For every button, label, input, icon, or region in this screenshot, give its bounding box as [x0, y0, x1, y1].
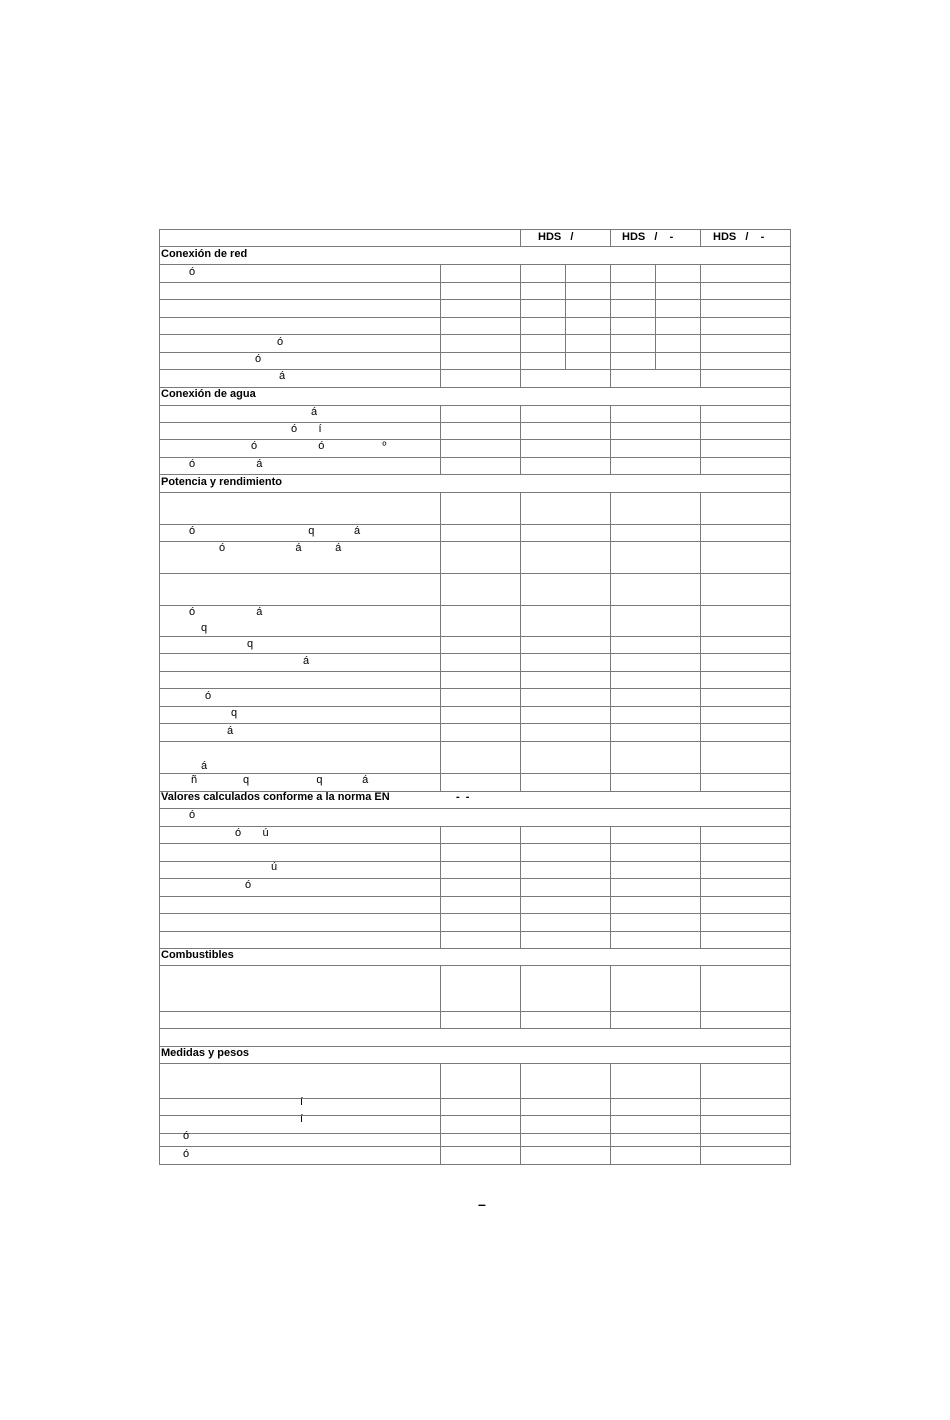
table-row-border [159, 878, 791, 879]
row-label-fragment: ó [255, 353, 262, 365]
table-row-border [159, 369, 791, 370]
table-column-border [610, 264, 611, 387]
row-label-fragment: á [227, 725, 234, 737]
table-row-border [159, 636, 791, 637]
table-row-border [159, 1146, 791, 1147]
table-column-border [700, 405, 701, 474]
table-row-border [159, 913, 791, 914]
table-row-border [159, 948, 791, 949]
row-label-fragment: í [300, 1113, 304, 1125]
row-label-fragment: ñ q q á [191, 774, 369, 786]
row-label-fragment: ó [183, 1130, 190, 1142]
table-row-border [159, 861, 791, 862]
table-row-border [159, 1164, 791, 1165]
header-model-3: HDS / - [713, 231, 765, 243]
table-row-border [159, 671, 791, 672]
table-row-border [159, 264, 791, 265]
header-model-2: HDS / - [622, 231, 674, 243]
row-label-fragment: q [231, 707, 238, 719]
table-row-border [159, 299, 791, 300]
table-column-border [440, 826, 441, 948]
table-row-border [159, 808, 791, 809]
table-row-border [159, 1028, 791, 1029]
table-row-border [159, 931, 791, 932]
table-row-border [159, 352, 791, 353]
row-label-fragment: á [201, 760, 208, 772]
table-row-border [159, 422, 791, 423]
row-label-fragment: ó á [189, 606, 263, 618]
header-model-1: HDS / [538, 231, 574, 243]
table-row-border [159, 492, 791, 493]
row-label-fragment: ó [245, 879, 252, 891]
row-label-fragment: ó q á [189, 525, 361, 537]
table-column-border [440, 405, 441, 474]
table-column-border [700, 264, 701, 387]
table-column-border [655, 264, 656, 369]
table-row-border [159, 723, 791, 724]
table-row-border [159, 474, 791, 475]
table-column-border [610, 965, 611, 1028]
section-heading-suffix: - - [456, 791, 470, 803]
table-column-border [520, 826, 521, 948]
table-column-border [700, 229, 701, 246]
section-heading: Combustibles [161, 949, 234, 961]
table-column-border [440, 965, 441, 1028]
row-label-fragment: á [303, 655, 310, 667]
section-heading: Conexión de agua [161, 388, 256, 400]
row-label-fragment: ú [271, 861, 278, 873]
table-column-border [440, 492, 441, 791]
table-row-border [159, 706, 791, 707]
section-heading: Medidas y pesos [161, 1047, 250, 1059]
table-column-border [700, 492, 701, 791]
table-row-border [159, 965, 791, 966]
table-column-border [520, 229, 521, 246]
table-row-border [159, 688, 791, 689]
technical-data-table [159, 229, 791, 1165]
table-row-border [159, 1098, 791, 1099]
table-column-border [700, 1063, 701, 1164]
table-column-border [565, 264, 566, 369]
table-row-border [159, 1115, 791, 1116]
page-number-dash: – [478, 1196, 486, 1212]
table-row-border [159, 246, 791, 247]
table-row-border [159, 282, 791, 283]
table-row-border [159, 1133, 791, 1134]
table-row-border [159, 843, 791, 844]
table-column-border [440, 1063, 441, 1164]
table-column-border [610, 826, 611, 948]
row-label-fragment: í [300, 1096, 304, 1108]
table-column-border [610, 405, 611, 474]
row-label-fragment: ó á [189, 458, 263, 470]
section-heading: Valores calculados conforme a la norma EN [161, 791, 390, 803]
row-label-fragment: ó [183, 1148, 190, 1160]
table-column-border [520, 405, 521, 474]
table-column-border [520, 264, 521, 387]
table-row-border [159, 1011, 791, 1012]
row-label-fragment: ó ó º [251, 440, 387, 452]
table-column-border [520, 492, 521, 791]
table-row-border [159, 334, 791, 335]
table-column-border [610, 229, 611, 246]
table-column-border [440, 264, 441, 387]
table-row-border [159, 741, 791, 742]
row-label-fragment: ó á á [219, 542, 342, 554]
table-row-border [159, 653, 791, 654]
row-label-fragment: ó [189, 809, 196, 821]
section-heading: Conexión de red [161, 248, 248, 260]
table-row-border [159, 229, 791, 230]
table-column-border [520, 1063, 521, 1164]
row-label-fragment: ó [205, 690, 212, 702]
table-column-border [610, 1063, 611, 1164]
table-column-border [700, 965, 701, 1028]
row-label-fragment: á [279, 370, 286, 382]
row-label-fragment: ó ú [235, 827, 269, 839]
row-label-fragment: q [247, 638, 254, 650]
table-row-border [159, 1046, 791, 1047]
table-row-border [159, 317, 791, 318]
table-row-border [159, 1063, 791, 1064]
row-label-fragment: ó í [291, 423, 322, 435]
section-heading: Potencia y rendimiento [161, 476, 283, 488]
row-label-fragment: ó [189, 266, 196, 278]
table-row-border [159, 405, 791, 406]
table-row-border [159, 896, 791, 897]
row-label-fragment: á [311, 406, 318, 418]
row-label-fragment: q [201, 622, 208, 634]
row-label-fragment: ó [277, 336, 284, 348]
table-column-border [700, 826, 701, 948]
table-column-border [610, 492, 611, 791]
table-column-border [520, 965, 521, 1028]
table-row-border [159, 573, 791, 574]
